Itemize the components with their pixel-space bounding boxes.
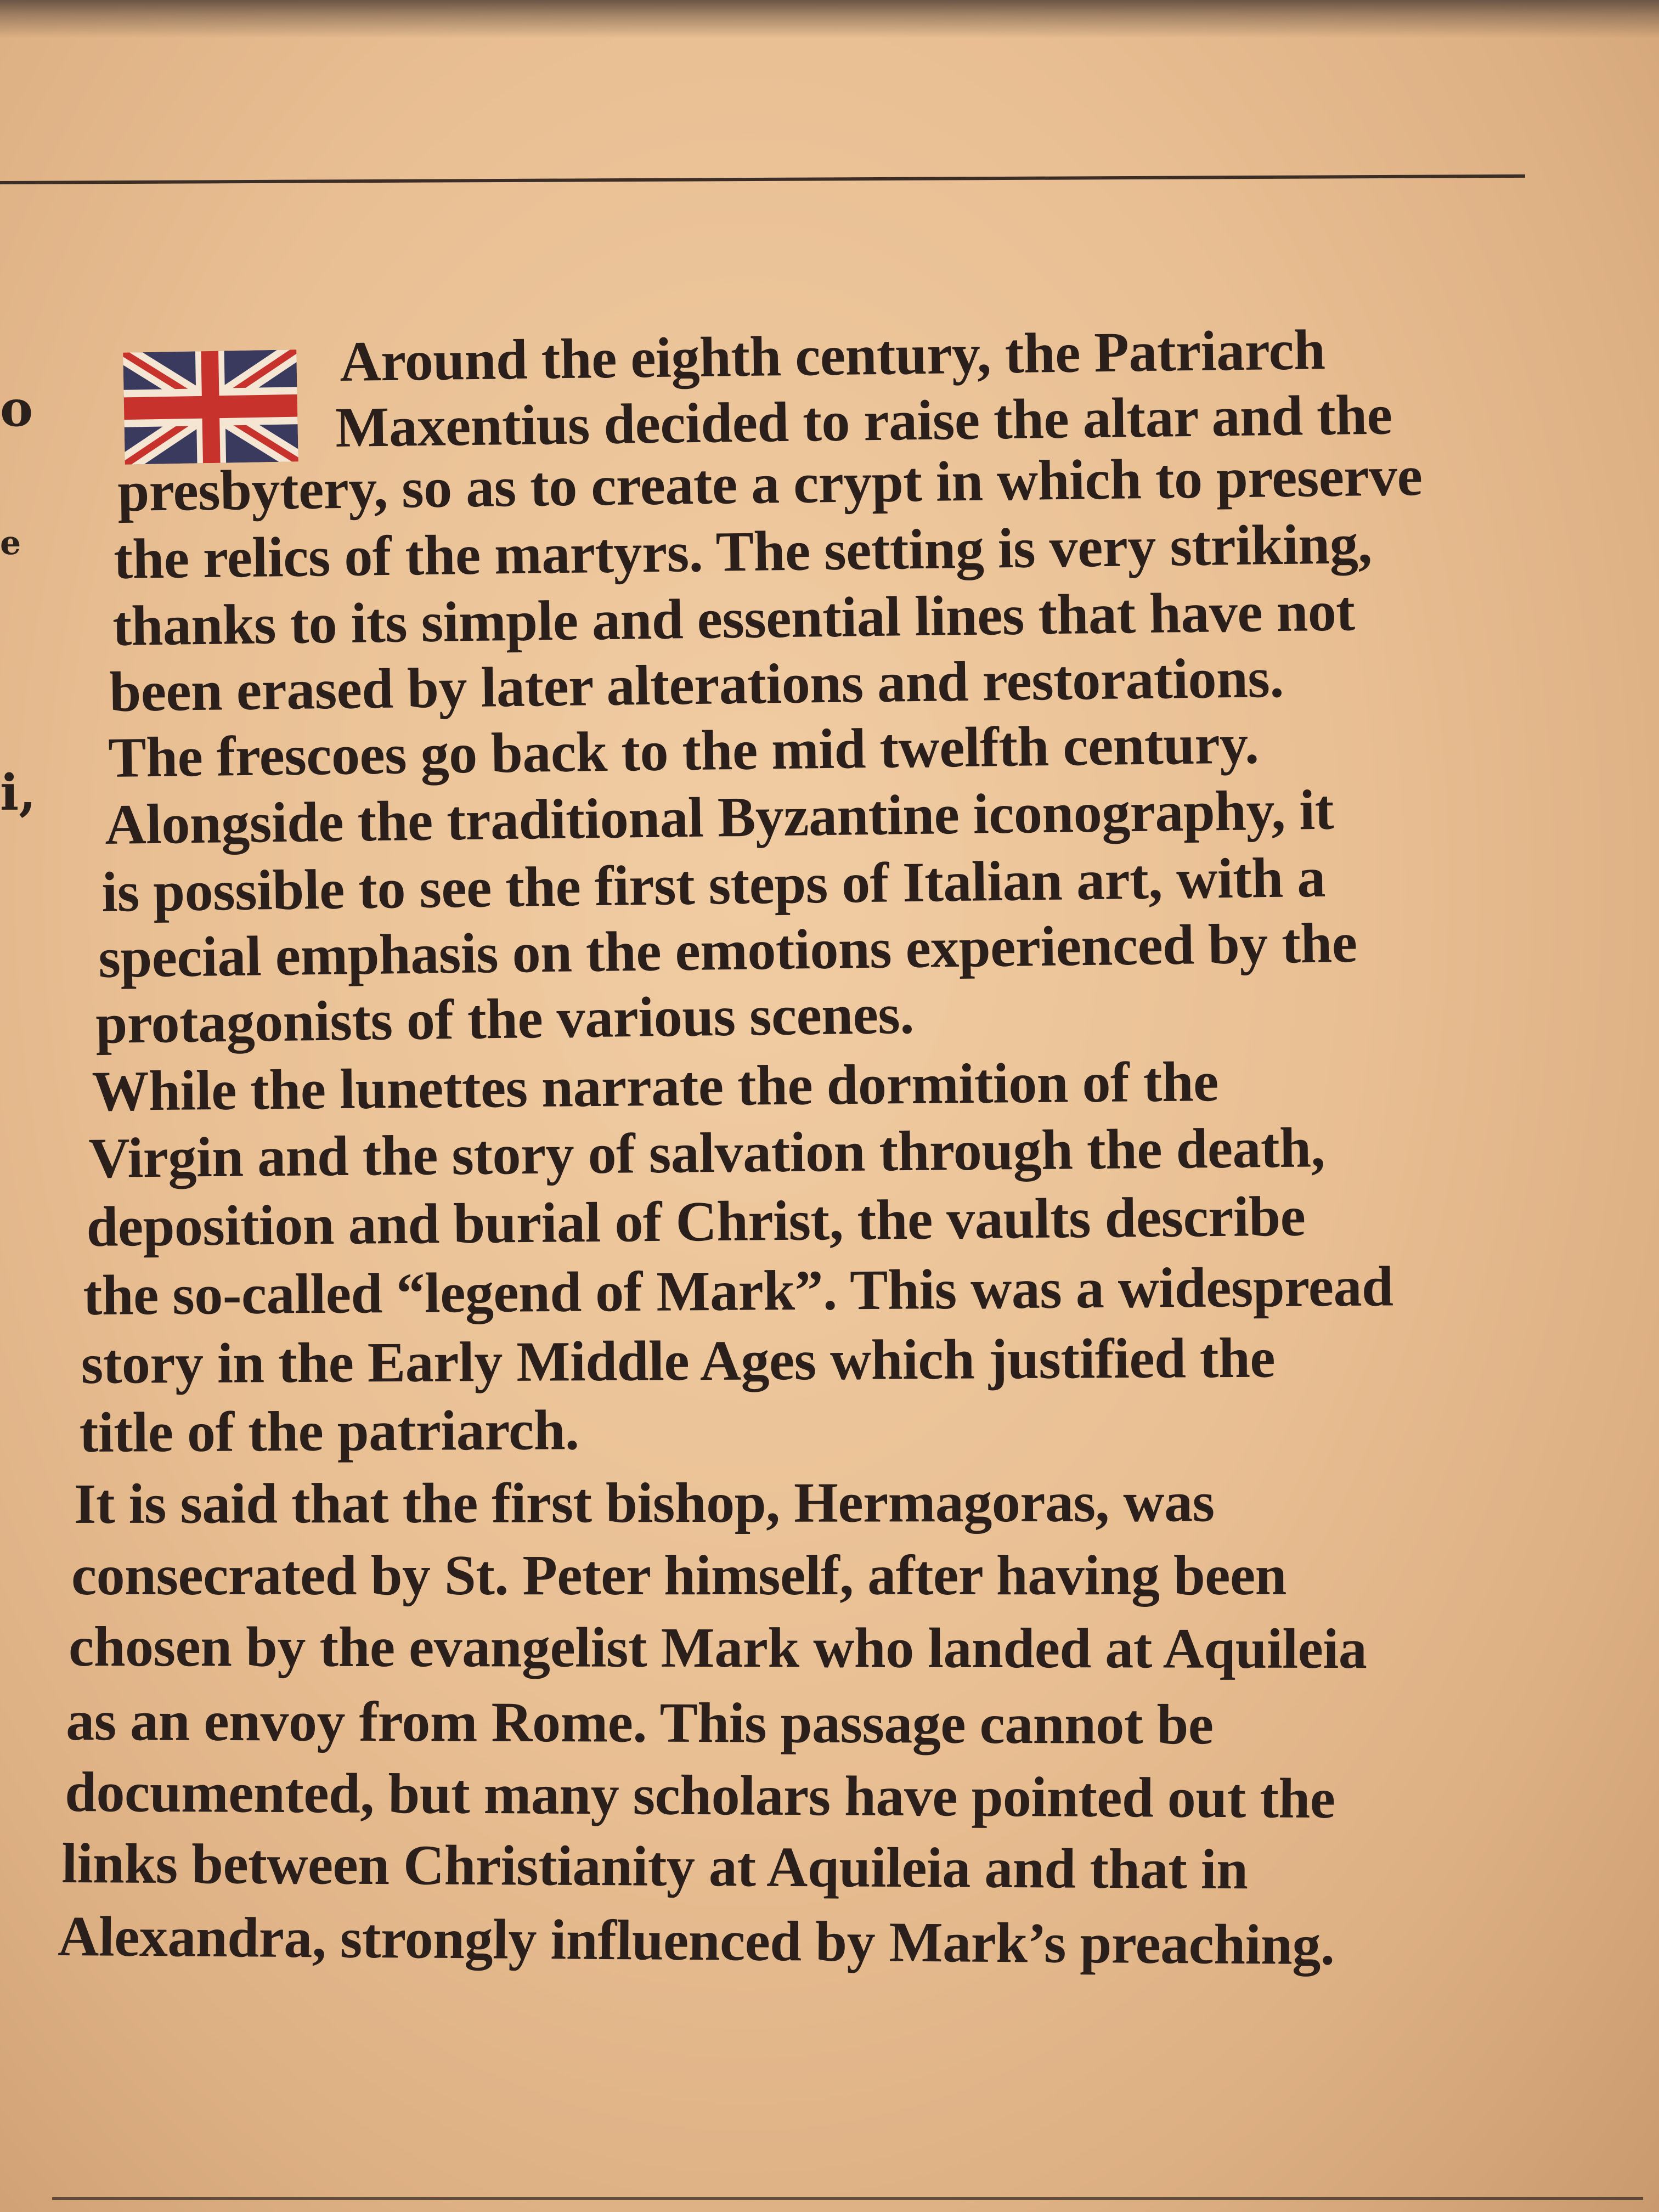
- text-line: is possible to see the first steps of Italian art, with a: [101, 845, 1326, 924]
- text-line: been erased by later alterations and restorations.: [109, 646, 1284, 724]
- text-line: Alexandra, strongly influenced by Mark’s preaching.: [57, 1905, 1335, 1977]
- text-line: links between Christianity at Aquileia and that in: [61, 1832, 1248, 1901]
- text-line: title of the patriarch.: [79, 1398, 579, 1464]
- text-line: special emphasis on the emotions experienced by the: [98, 911, 1358, 990]
- text-line: While the lunettes narrate the dormition of the: [92, 1050, 1219, 1123]
- text-line: presbytery, so as to create a crypt in which to preserve: [117, 444, 1423, 523]
- text-line: chosen by the evangelist Mark who landed at Aquileia: [68, 1615, 1367, 1681]
- text-line: as an envoy from Rome. This passage cannot be: [65, 1689, 1214, 1757]
- text-line: Around the eighth century, the Patriarch: [339, 318, 1326, 393]
- text-line: deposition and burial of Christ, the vaults describe: [86, 1184, 1306, 1259]
- text-line: Maxentius decided to raise the altar and the: [335, 383, 1392, 459]
- text-line: protagonists of the various scenes.: [95, 982, 915, 1056]
- text-line: the relics of the martyrs. The setting is very striking,: [113, 512, 1373, 591]
- margin-glyph-left-1: o: [0, 380, 33, 438]
- margin-glyph-left-2: e: [0, 524, 21, 562]
- text-line: Alongside the traditional Byzantine iconography, it: [104, 778, 1334, 856]
- text-line: It is said that the first bishop, Hermagoras, was: [74, 1470, 1215, 1536]
- text-line: The frescoes go back to the mid twelfth century.: [108, 712, 1260, 789]
- text-line: Virgin and the story of salvation through the death,: [88, 1116, 1325, 1190]
- text-line: story in the Early Middle Ages which justified the: [81, 1326, 1276, 1396]
- text-line: documented, but many scholars have pointed out the: [64, 1760, 1335, 1831]
- margin-glyph-left-3: i,: [0, 764, 36, 822]
- text-line: consecrated by St. Peter himself, after having been: [71, 1544, 1286, 1607]
- text-line: the so-called “legend of Mark”. This was a widespread: [83, 1255, 1393, 1327]
- text-line: thanks to its simple and essential lines that have not: [112, 579, 1356, 658]
